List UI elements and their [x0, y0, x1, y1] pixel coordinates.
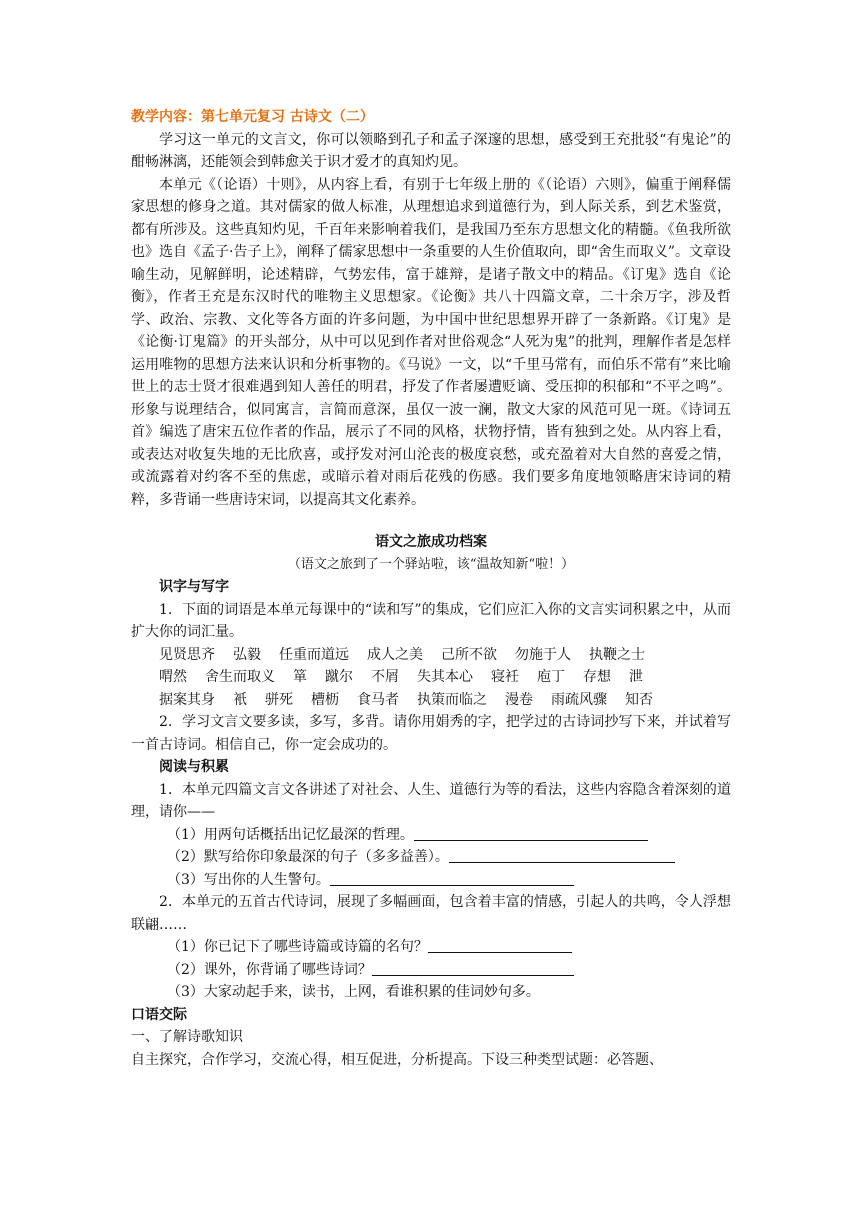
word: 蹴尔: [325, 669, 353, 685]
word: 成人之美: [367, 646, 423, 663]
word: 任重而道远: [279, 646, 349, 663]
speaking-subheading: 一、了解诗歌知识: [131, 1029, 243, 1045]
word: 泄: [629, 669, 643, 685]
item-text: （2）默写给你印象最深的句子（多多益善）。: [167, 849, 449, 865]
speaking-text: 自主探究，合作学习，交流心得，相互促进，分析提高。下设三种类型试题：必答题、: [131, 1051, 663, 1068]
answer-blank[interactable]: [414, 826, 648, 841]
word: 槽枥: [311, 691, 339, 708]
word: 存想: [583, 669, 611, 685]
item-text: （2）课外，你背诵了哪些诗词？: [167, 961, 372, 978]
word: 舍生而取义: [205, 669, 275, 685]
reading-item: [131, 959, 731, 982]
word: 漫卷: [505, 691, 533, 708]
word: 知否: [625, 691, 653, 708]
word: 据案其身: [159, 691, 215, 708]
word: 喟然: [159, 669, 187, 685]
answer-blank[interactable]: [372, 961, 574, 976]
word: 雨疏风骤: [551, 691, 607, 708]
item-text: （1）你已记下了哪些诗篇或诗篇的名句？: [167, 939, 428, 955]
word-list-row-2: [131, 666, 731, 689]
reading-item: [131, 846, 731, 869]
lesson-title: 教学内容：第七单元复习 古诗文（二）: [131, 109, 374, 125]
section-heading-speaking: 口语交际: [131, 1006, 187, 1023]
word: 执鞭之士: [589, 646, 645, 663]
word: 食马者: [357, 691, 399, 708]
section-heading-literacy: 识字与写字: [159, 579, 229, 595]
word: 失其本心: [417, 669, 473, 685]
answer-blank[interactable]: [428, 938, 572, 953]
literacy-question-1: 1．下面的词语是本单元每课中的“读和写”的集成，它们应汇入你的文言实词积累之中，从而扩大你的词汇量。: [131, 601, 731, 640]
word: 衹: [233, 691, 247, 708]
reading-question-1: 1．本单元四篇文言文各讲述了对社会、人生、道德行为等的看法，这些内容隐含着深刻的道理，请你——: [131, 781, 731, 820]
reading-item: [131, 981, 731, 1004]
word: 弘毅: [233, 646, 261, 663]
word-list-row-1: [131, 644, 731, 667]
intro-paragraph-1: 学习这一单元的文言文，你可以领略到孔子和孟子深邃的思想，感受到王充批驳“有鬼论”的酣畅淋漓，还能领会到韩愈关于识才爱才的真知灼见。: [131, 131, 731, 170]
answer-blank[interactable]: [330, 871, 574, 886]
archive-heading: 语文之旅成功档案: [375, 534, 487, 550]
word: 不屑: [371, 669, 399, 685]
spacer: [131, 511, 731, 531]
word: 庖丁: [537, 669, 565, 685]
word: 骈死: [265, 691, 293, 708]
reading-question-2: 2．本单元的五首古代诗词，展现了多幅画面，包含着丰富的情感，引起人的共鸣，令人浮想联翩……: [131, 894, 731, 933]
word: 执策而临之: [417, 691, 487, 708]
intro-paragraph-2: 本单元《（论语）十则》，从内容上看，有别于七年级上册的《（论语）六则》，偏重于阐释儒家思想的修身之道。其对儒家的做人标准，从理想追求到道德行为，到人际关系，到艺术鉴赏，都有所涉及。这些真知灼见，千百年来影响着我们，是我国乃至东方思想文化的精髓。《鱼我所欲也》选自《孟子·告子上》，阐释了儒家思想中一条重要的人生价值取向，即“舍生而取义”。文章设喻生动，见解鲜明，论述精辟，气势宏伟，富于雄辩，是诸子散文中的精品。《订鬼》选自《论衡》，作者王充是东汉时代的唯物主义思想家。《论衡》共八十四篇文章，二十余万字，涉及哲学、政治、宗教、文化等各方面的许多问题，为中国中世纪思想界开辟了一条新路。《订鬼》是《论衡·订鬼篇》的开头部分，从中可以见到作者对世俗观念“人死为鬼”的批判，理解作者是怎样运用唯物的思想方法来认识和分析事物的。《马说》一文，以“千里马常有，而伯乐不常有”来比喻世上的志士贤才很难遇到知人善任的明君，抒发了作者屡遭贬谪、受压抑的积郁和“不平之鸣”。形象与说理结合，似同寓言，言简而意深，虽仅一波一澜，散文大家的风范可见一斑。《诗词五首》编选了唐宋五位作者的作品，展示了不同的风格，状物抒情，皆有独到之处。从内容上看，或表达对收复失地的无比欣喜，或抒发对河山沦丧的极度哀愁，或充盈着对大自然的喜爱之情，或流露着对约客不至的焦虑，或暗示着对雨后花残的伤感。我们要多角度地领略唐宋诗词的精粹，多背诵一些唐诗宋词，以提高其文化素养。: [131, 176, 731, 508]
reading-item: [131, 936, 731, 959]
word: 箪: [293, 669, 307, 685]
document-page: [131, 106, 731, 1071]
reading-item: [131, 824, 731, 847]
section-heading-reading: 阅读与积累: [159, 759, 229, 775]
word: 寝衽: [491, 669, 519, 685]
word: 勿施于人: [515, 646, 571, 663]
literacy-question-2: 2．学习文言文要多读，多写，多背。请你用娟秀的字，把学过的古诗词抄写下来，并试着写一首古诗词。相信自己，你一定会成功的。: [131, 714, 731, 753]
item-text: （1）用两句话概括出记忆最深的哲理。: [167, 826, 414, 843]
word: 见贤思齐: [159, 646, 215, 663]
reading-item: [131, 869, 731, 892]
word-list-row-3: [131, 689, 731, 712]
word: 己所不欲: [441, 646, 497, 663]
item-text: （3）大家动起手来，读书，上网，看谁积累的佳词妙句多。: [167, 984, 540, 1000]
answer-blank[interactable]: [449, 848, 675, 863]
item-text: （3）写出你的人生警句。: [167, 871, 330, 888]
archive-subheading: （语文之旅到了一个驿站啦，该“温故知新“啦！）: [287, 556, 575, 572]
